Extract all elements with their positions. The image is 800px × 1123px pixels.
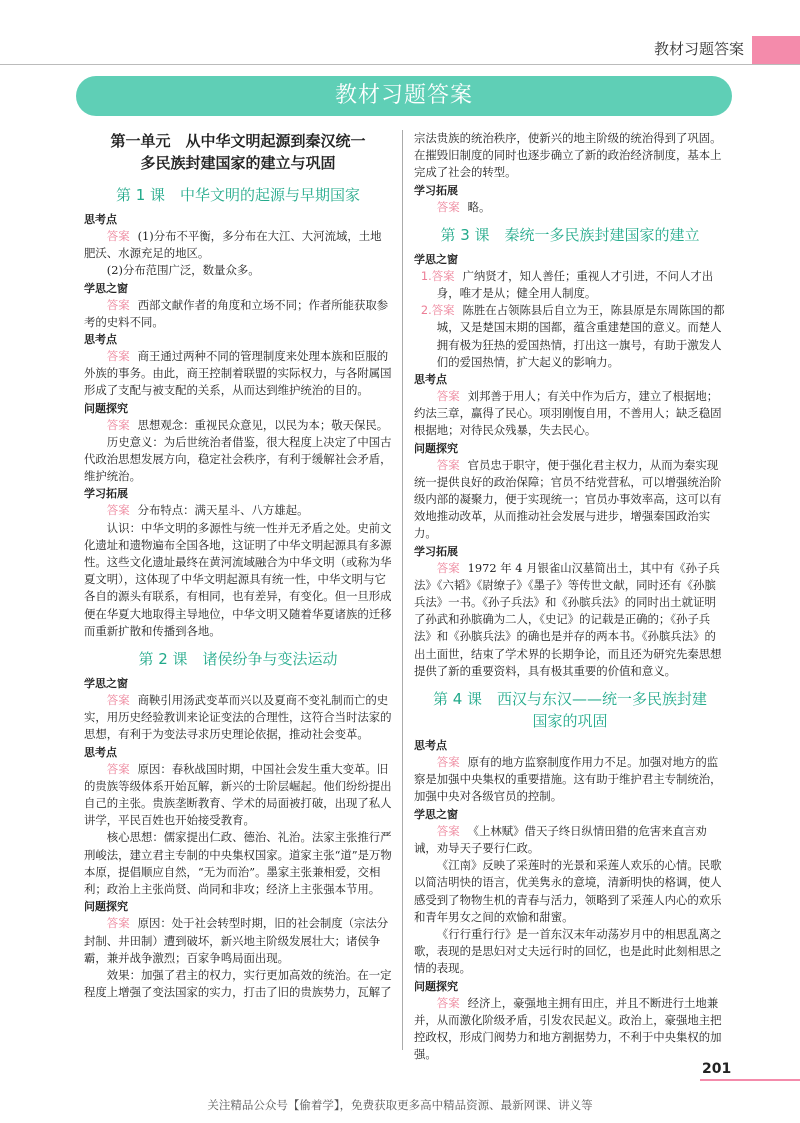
section-heading: 学思之窗 xyxy=(84,281,128,295)
section-heading: 思考点 xyxy=(414,739,447,753)
section-heading: 问题探究 xyxy=(84,900,128,914)
footer-note: 关注精品公众号【偷着学】，免费获取更多高中精品资源、最新网课、讲义等 xyxy=(207,1098,593,1112)
answer-tag: 答案 xyxy=(106,503,130,518)
answer-paragraph: 答案 商王通过两种不同的管理制度来处理本族和臣服的外族的事务。由此，商王控制着联盟的实际权力，与各附属国形成了支配与被支配的关系，从而达到维护统治的目的。 xyxy=(84,349,392,398)
section-heading: 学思之窗 xyxy=(84,677,128,691)
lesson-3-title: 第 3 课 秦统一多民族封建国家的建立 xyxy=(440,225,700,244)
section-heading: 问题探究 xyxy=(414,441,458,455)
answer-paragraph: 答案 西部文献作者的角度和立场不同；作者所能获取参考的史料不同。 xyxy=(84,297,389,329)
column-divider xyxy=(402,130,403,1050)
answer-paragraph: 历史意义：为后世统治者借鉴，很大程度上决定了中国古代政治思想发展方向，稳定社会秩序，有利于缓解社会矛盾，维护统治。 xyxy=(84,434,392,484)
answer-tag: 答案 xyxy=(436,457,460,472)
answer-tag: 答案 xyxy=(436,995,460,1010)
answer-paragraph: 答案 原因：春秋战国时期，中国社会发生重大变革。旧的贵族等级体系开始瓦解，新兴的士阶层崛起。他们纷纷提出自己的主张。贵族垄断教育、学术的局面被打破，出现了私人讲学，平民百姓也开始接受教育。 xyxy=(84,761,392,828)
answer-tag: 答案 xyxy=(436,389,460,404)
answer-paragraph: 答案 《上林赋》借天子终日纵情田猎的危害来直言劝诫，劝导天子要行仁政。 xyxy=(414,823,707,855)
answer-paragraph: 2.答案 陈胜在占领陈县后自立为王，陈县原是东周陈国的都城，又是楚国末期的国都，蕴含重建楚国的意义。而楚人拥有极为狂热的爱国热情，打出这一旗号，有助于激发人们的爱国热情，扩大起义的影响力。 xyxy=(420,303,725,369)
answer-paragraph: 答案 (1)分布不平衡，多分布在大江、大河流域，土地肥沃、水源充足的地区。 xyxy=(84,229,382,261)
unit-title-line1: 第一单元 从中华文明起源到秦汉统一 xyxy=(110,132,366,150)
answer-paragraph: 认识：中华文明的多源性与统一性并无矛盾之处。史前文化遗址和遗物遍布全国各地，这证明了中华文明起源具有多源性。这些文化遗址最终在黄河流域融合为中华文明（或称为华夏文明），这体现了中华文明起源具有统一性，中华文明与它各自的源头有联系，有相同，也有差异，有变化。但一旦形成便在华夏大地取得主导地位，中华文明又随着华夏诸族的迁移而重新扩散和传播到各地。 xyxy=(84,520,392,638)
lesson-1-title: 第 1 课 中华文明的起源与早期国家 xyxy=(115,186,361,204)
header-accent-block xyxy=(752,36,800,64)
section-heading: 学习拓展 xyxy=(84,487,128,501)
section-heading: 问题探究 xyxy=(84,401,128,415)
answer-tag: 答案 xyxy=(106,693,130,708)
unit-title-line2: 多民族封建国家的建立与巩固 xyxy=(140,154,336,172)
answer-tag: 答案 xyxy=(106,349,130,364)
answer-paragraph: 《行行重行行》是一首东汉末年动荡岁月中的相思乱离之歌，表现的是思妇对丈夫远行时的回忆，也是此时此刻相思之情的表现。 xyxy=(414,926,722,976)
answer-paragraph: 答案 原因：处于社会转型时期，旧的社会制度（宗法分封制、井田制）遭到破坏，新兴地主阶级发展壮大；诸侯争霸，兼并战争激烈；百家争鸣局面出现。 xyxy=(84,916,389,965)
answer-tag: 答案 xyxy=(106,229,130,243)
answer-tag: 答案 xyxy=(431,268,455,283)
answer-paragraph: 核心思想：儒家提出仁政、德治、礼治。法家主张推行严刑峻法，建立君主专制的中央集权国家。道家主张“道”是万物本原，提倡顺应自然，“无为而治”。墨家主张兼相爱，交相利；政治上主张尚贤、尚同和非攻；经济上主张强本节用。 xyxy=(84,830,392,897)
answer-paragraph: 答案 官员忠于职守，便于强化君主权力，从而为秦实现统一提供良好的政治保障；官员不结党营私，可以增强统治阶级内部的凝聚力，便于实现统一；官员办事效率高，这可以有效地推动改革，从而推动社会发展与进步，增强秦国政治实力。 xyxy=(414,457,722,541)
section-heading: 学习拓展 xyxy=(414,544,458,558)
answer-tag: 答案 xyxy=(106,916,130,931)
answer-paragraph: 宗法贵族的统治秩序，使新兴的地主阶级的统治得到了巩固。在摧毁旧制度的同时也逐步确立了新的政治经济制度，基本上完成了社会的转型。 xyxy=(414,131,722,180)
section-heading: 思考点 xyxy=(414,373,447,387)
answer-paragraph: 答案 商鞅引用汤武变革而兴以及夏商不变礼制而亡的史实，用历史经验教训来论证变法的合理性，这符合当时法家的思想，有利于为变法寻求历史理论依据，推动社会变革。 xyxy=(84,693,392,742)
right-column xyxy=(414,130,726,1063)
answer-tag: 答案 xyxy=(436,199,460,214)
answer-paragraph: 答案 思想观念：重视民众意见，以民为本；敬天保民。 xyxy=(106,417,389,432)
section-heading: 学思之窗 xyxy=(414,252,458,266)
section-heading: 思考点 xyxy=(84,213,117,226)
section-heading: 学思之窗 xyxy=(414,807,458,821)
page-banner: 教材习题答案 xyxy=(76,76,732,116)
answer-tag: 答案 xyxy=(106,761,130,776)
answer-paragraph: 答案 刘邦善于用人；有关中作为后方，建立了根据地；约法三章，赢得了民心。项羽刚愎自用，不善用人；缺乏稳固根据地；对待民众残暴，失去民心。 xyxy=(414,389,722,438)
answer-paragraph: 答案 略。 xyxy=(436,199,491,214)
left-column xyxy=(84,130,392,1001)
section-heading: 思考点 xyxy=(84,745,117,759)
unit-title xyxy=(84,130,392,174)
answer-tag: 答案 xyxy=(106,297,130,312)
answer-paragraph: 答案 1972 年 4 月银雀山汉墓简出土，其中有《孙子兵法》《六韬》《尉缭子》《墨子》等传世文献，同时还有《孙膑兵法》一书。《孙子兵法》和《孙膑兵法》的同时出土就证明了孙武和孙膑确为二人，《史记》的记载是正确的；《孙子兵法》和《孙膑兵法》的确也是并存的两本书。《孙膑兵法》的出土面世，结束了学术界的长期争论，而且还为研究先秦思想提供了新的重要资料，具有极其重要的价值和意义。 xyxy=(414,560,722,678)
answer-paragraph: (2)分布范围广泛，数量众多。 xyxy=(106,263,260,278)
answer-tag: 答案 xyxy=(436,755,460,770)
answer-tag: 答案 xyxy=(431,303,455,318)
header-title: 教材习题答案 xyxy=(653,40,744,58)
answer-tag: 答案 xyxy=(106,417,130,432)
header-bar xyxy=(500,38,800,62)
section-heading: 思考点 xyxy=(84,333,117,347)
answer-paragraph: 效果：加强了君主的权力，实行更加高效的统治。在一定程度上增强了变法国家的实力，打击了旧的贵族势力，瓦解了 xyxy=(84,967,392,1000)
page-number-rule xyxy=(700,1079,800,1081)
lesson-2-title: 第 2 课 诸侯纷争与变法运动 xyxy=(138,650,338,669)
answer-tag: 答案 xyxy=(436,823,460,838)
answer-paragraph: 答案 经济上，豪强地主拥有田庄，并且不断进行土地兼并，从而激化阶级矛盾，引发农民起义。政治上，豪强地主把控政权，形成门阀势力和地方割据势力，不利于中央集权的加强。 xyxy=(414,995,722,1062)
answer-paragraph: 答案 原有的地方监察制度作用力不足。加强对地方的监察是加强中央集权的重要措施。这有助于维护君主专制统治，加强中央对各级官员的控制。 xyxy=(414,755,722,804)
answer-paragraph: 1.答案 广纳贤才，知人善任；重视人才引进，不问人才出身，唯才是从；健全用人制度。 xyxy=(420,268,714,301)
answer-paragraph: 答案 分布特点：满天星斗、八方雄起。 xyxy=(106,503,309,518)
section-heading: 问题探究 xyxy=(414,979,458,993)
answer-tag: 答案 xyxy=(436,560,460,575)
section-heading: 学习拓展 xyxy=(414,183,458,197)
lesson-4-title: 第 4 课 西汉与东汉——统一多民族封建 国家的巩固 xyxy=(432,690,708,731)
answer-paragraph: 《江南》反映了采莲时的光景和采莲人欢乐的心情。民歌以简洁明快的语言，优美隽永的意境，清新明快的格调，使人感受到了物物生机的青春与活力，领略到了采莲人内心的欢乐和青年男女之间的欢愉和甜蜜。 xyxy=(414,858,722,924)
header-rule xyxy=(0,64,800,65)
page-number: 201 xyxy=(702,1061,732,1077)
